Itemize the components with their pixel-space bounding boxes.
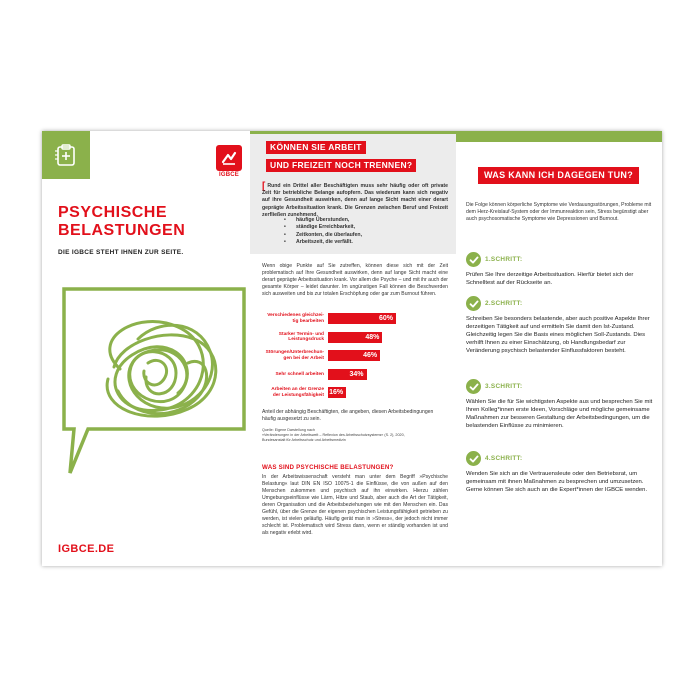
bar-value-label: 46% xyxy=(363,352,378,359)
step-4-heading xyxy=(466,451,522,466)
bullet-list xyxy=(284,217,434,247)
check-icon xyxy=(466,379,481,394)
check-icon xyxy=(466,252,481,267)
step-2-text: Schreiben Sie besonders belastende, aber auch positive Aspekte Ihrer derzeitigen Tätigkeit auf und ermitteln Sie damit den Ist-Zustand. Gleichzeitig legen Sie die Basis eines möglichen Soll-Zustands. Dies verhilft Ihnen zu einer Einschätzung, ob Handlungsbedarf zur Veränderung psychisch belastender Einflussfaktoren besteht. xyxy=(466,316,650,354)
intro-paragraph xyxy=(262,183,448,219)
info-panel xyxy=(250,131,456,566)
cover-panel xyxy=(42,131,250,566)
check-icon xyxy=(466,296,481,311)
list-item: • Arbeitszeit, die verfällt. xyxy=(284,239,434,246)
step-1-heading xyxy=(466,252,522,267)
list-item: • Zeitkonten, die überlaufen, xyxy=(284,232,434,239)
title-line-1: KÖNNEN SIE ARBEIT xyxy=(266,141,366,154)
bar-label: Starker Termin- und Leistungsdruck xyxy=(278,331,324,343)
logo-mark-icon xyxy=(216,145,242,171)
step-4-text: Wenden Sie sich an die Vertrauensleute oder den Betriebsrat, um gemeinsam mit ihnen Maßnahmen zu besprechen und umzusetzen. Gerne können Sie sich auch an die Expert*innen der IGBCE wenden. xyxy=(466,471,648,493)
source-line: »Veränderungen in der Arbeitswelt – Reflexion des Arbeitsschutzsystems« (S. 2), 2020, xyxy=(262,433,405,438)
title-line-2: UND FREIZEIT NOCH TRENNEN? xyxy=(266,159,416,172)
website-link[interactable]: IGBCE.DE xyxy=(58,543,115,555)
action-intro: Die Folge können körperliche Symptome wie Verdauungsstörungen, Probleme mit dem Herz-Kreislauf-System oder der Immunreaktion sein, Stress begünstigt aber auch psychosomatische Symptome wie Depressionen und Burnout. xyxy=(466,202,652,222)
workload-bar-chart xyxy=(260,313,450,407)
bar-label: Sehr schnell arbeiten xyxy=(275,371,324,377)
check-icon xyxy=(466,451,481,466)
body-paragraph: Wenn obige Punkte auf Sie zutreffen, können diese sich mit der Zeit problematisch auf Ihre Gesundheit auswirken, denn auf lange Sicht macht eine derart geprägte Arbeitssituation krank. Vor allem die Psyche – und mit ihr auch der gesamte Körper – leidet darunter. Im ungünstigen Fall können die Beschwerden sich ausweiten und bis zur totalen Erschöpfung oder gar zum Burnout führen. xyxy=(262,263,448,297)
bar-value-label: 16% xyxy=(329,389,344,396)
step-3-text: Wählen Sie die für Sie wichtigsten Aspekte aus und besprechen Sie mit Ihren Kolleg*innen erste Ideen, Vorschläge und mögliche gemeinsame Maßnahmen zur besseren Gestaltung der Arbeitsbedingungen, um die belastenden Einflüsse zu minimieren. xyxy=(466,399,653,429)
top-accent-bar xyxy=(456,131,662,142)
step-label: 3.SCHRITT: xyxy=(485,383,523,390)
step-label: 2.SCHRITT: xyxy=(485,300,523,307)
action-panel xyxy=(456,131,662,566)
step-2-heading xyxy=(466,296,522,311)
logo-text: IGBCE xyxy=(218,172,239,178)
chart-caption: Anteil der abhängig Beschäftigten, die angeben, diesen Arbeitsbedingungen häufig ausgesetzt zu sein. xyxy=(262,409,434,422)
section-title xyxy=(266,137,416,173)
tangled-scribble-illustration xyxy=(48,259,256,519)
title-line: PSYCHISCHE xyxy=(58,204,168,221)
bar-label: Arbeiten an der Grenze der Leistungsfähigkeit xyxy=(271,387,324,398)
page-subtitle: DIE IGBCE STEHT IHNEN ZUR SEITE. xyxy=(58,249,184,256)
clipboard-plus-icon xyxy=(42,131,90,179)
page-title xyxy=(58,204,238,240)
section-heading: WAS SIND PSYCHISCHE BELASTUNGEN? xyxy=(262,464,394,471)
flyer-sheet xyxy=(42,131,662,566)
list-item: • ständige Erreichbarkeit, xyxy=(284,224,434,231)
step-1-text: Prüfen Sie Ihre derzeitige Arbeitssituation. Hierfür bietet sich der Schnelltest auf der Rückseite an. xyxy=(466,272,634,286)
body-paragraph: In der Arbeitswissenschaft versteht man unter dem Begriff »Psychische Belastung« laut DIN EN ISO 10075-1 die Einflüsse, die von außen auf den Menschen zukommen und psychisch auf ihn einwirken. Hierzu zählen Umgebungseinflüsse wie Lärm, Hitze und Staub, aber auch die Art der Tätigkeit, deren Organisation und die Arbeitsbeziehungen wie mit den Menschen ein. Das Gefühl, über die Grenze der eigenen psychischen Leistungsfähigkeit getrieben zu werden, ist vielen geläufig. Häufig gerät man in »Stress«, der jedoch nicht immer schlecht ist. Problematisch wird Stress dann, wenn er ständig vorhanden ist und als negativ erlebt wird. xyxy=(262,474,448,536)
bar-value-label: 34% xyxy=(349,370,364,378)
action-title-text: WAS KANN ICH DAGEGEN TUN? xyxy=(478,167,639,184)
intro-text: Rund ein Drittel aller Beschäftigten muss sehr häufig oder oft private Zeit für betriebliche Belange aufopfern. Das wiederum kann sich negativ auf ihre Gesundheit auswirken, denn auf lange Sicht macht einer derart geprägte Arbeitssituation krank. Die Grenzen zwischen Beruf und Freizeit zerfließen zunehmend. xyxy=(262,183,448,218)
source-line: Bundesanstalt für Arbeitsschutz und Arbeitsmedizin xyxy=(262,438,346,443)
step-label: 4.SCHRITT: xyxy=(485,455,523,462)
step-label: 1.SCHRITT: xyxy=(485,256,523,263)
bracket-icon: [ xyxy=(262,181,266,192)
bar-label: Störungen/Unterbrechun- gen bei der Arbeit xyxy=(265,350,324,361)
title-line: BELASTUNGEN xyxy=(58,222,186,239)
bar-value-label: 60% xyxy=(378,315,393,322)
step-3-heading xyxy=(466,379,522,394)
action-title xyxy=(478,165,639,184)
bar-label: Verschiedenes gleichzei- tig bearbeiten xyxy=(267,313,324,324)
source-note xyxy=(262,428,448,444)
bar-value-label: 48% xyxy=(365,333,380,341)
list-item: • häufige Überstunden, xyxy=(284,217,434,224)
source-line: Quelle: Eigene Darstellung nach xyxy=(262,428,315,432)
igbce-logo xyxy=(216,145,242,181)
